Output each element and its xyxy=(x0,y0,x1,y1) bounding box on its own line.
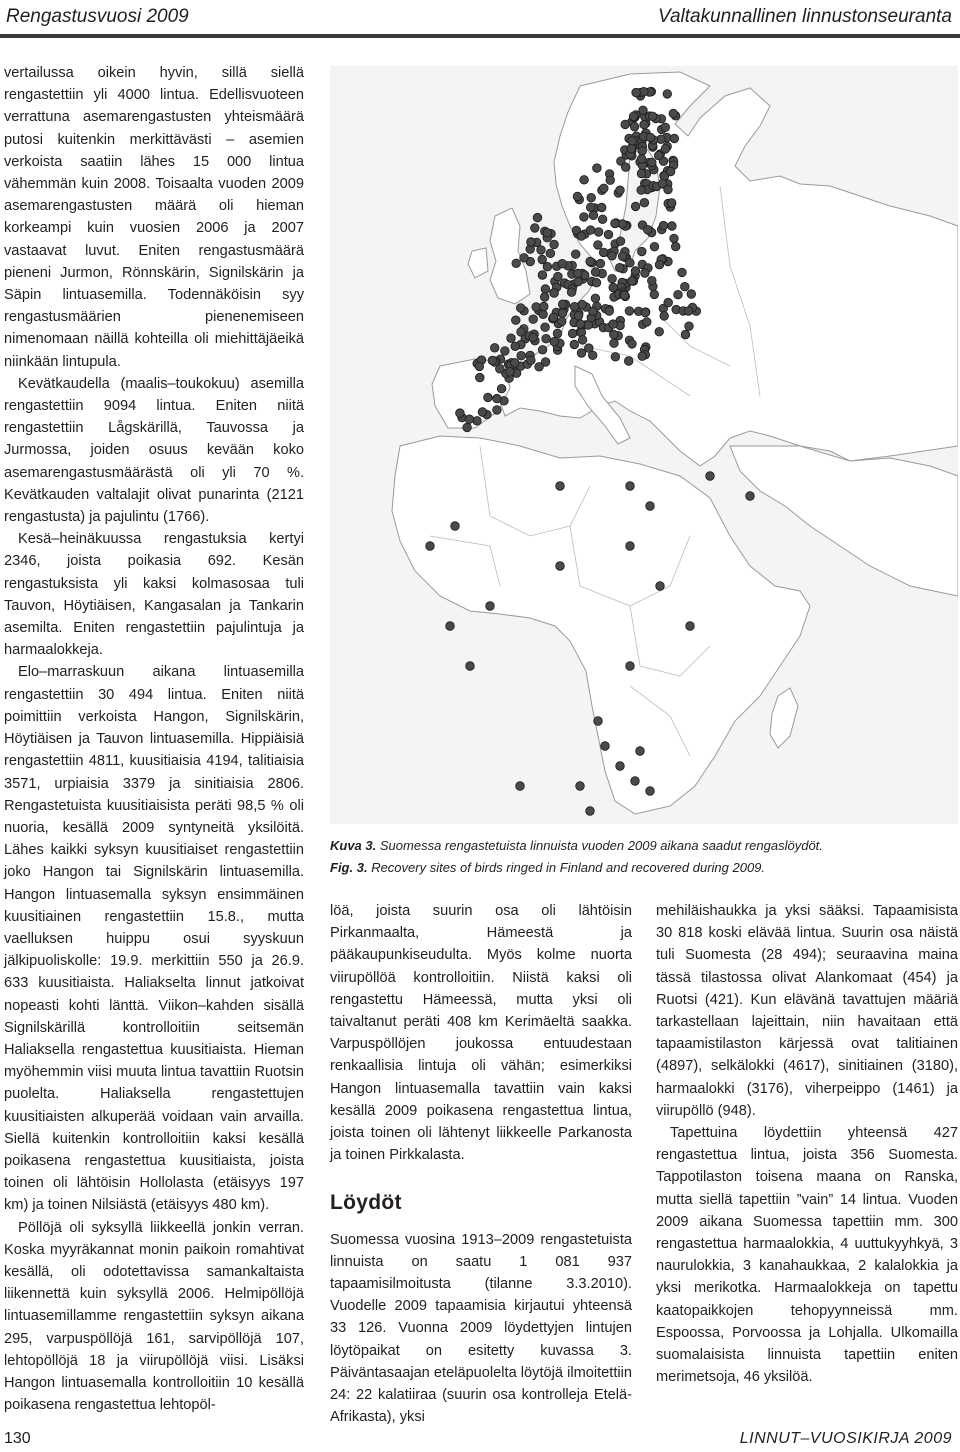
paragraph: Pöllöjä oli syksyllä liikkeellä jonkin verran. Koska myyräkannat monin paikoin romahtivat kesällä, oli odotettavissa samankaltaista liikennettä kuin syksyllä 2006. Helmipöllöjä lintuasemillamme rengastettiin syksyn aikana 295, varpuspöllöjä 161, sarvipöllöjä 107, lehtopöllöjä 18 ja viirupöllöjä viisi. Lisäksi Hangon lintuasemalla kontrolloitiin 10 kesällä poikasena rengastettua lehtopöl- xyxy=(4,1219,304,1414)
recovery-dot xyxy=(588,351,597,360)
recovery-dot xyxy=(664,185,673,194)
recovery-dot xyxy=(527,238,536,247)
recovery-dot xyxy=(539,310,548,319)
recovery-dot xyxy=(618,252,627,261)
recovery-dot xyxy=(646,502,655,511)
recovery-dot xyxy=(506,368,515,377)
recovery-dot xyxy=(542,334,551,343)
recovery-dot xyxy=(587,193,596,202)
recovery-dot xyxy=(586,226,595,235)
recovery-dot xyxy=(537,246,546,255)
recovery-dot xyxy=(669,109,678,118)
recovery-dot xyxy=(541,285,550,294)
recovery-dot xyxy=(654,151,663,160)
header-series-title: Valtakunnallinen linnustonseuranta xyxy=(657,6,952,27)
recovery-dot xyxy=(529,315,538,324)
recovery-dot xyxy=(496,365,505,374)
recovery-dot xyxy=(574,277,583,286)
recovery-dot xyxy=(604,230,613,239)
recovery-dot xyxy=(621,120,630,129)
recovery-dot xyxy=(540,302,549,311)
recovery-map-graphic xyxy=(330,66,958,824)
recovery-dot xyxy=(608,252,617,261)
recovery-dot xyxy=(446,622,455,631)
text-column-3 xyxy=(656,900,958,1388)
recovery-dot xyxy=(538,255,547,264)
recovery-dot xyxy=(609,320,618,329)
figure-text-fi: Suomessa rengastetuista linnuista vuoden 2009 aikana saadut rengaslöydöt. xyxy=(379,838,823,853)
recovery-dot xyxy=(646,787,655,796)
recovery-dot xyxy=(511,359,520,368)
recovery-dot xyxy=(659,221,668,230)
recovery-dot xyxy=(578,336,587,345)
recovery-dot xyxy=(610,339,619,348)
recovery-dot xyxy=(640,87,649,96)
recovery-dot xyxy=(576,320,585,329)
recovery-dot xyxy=(601,742,610,751)
text-column-2 xyxy=(330,900,632,1428)
recovery-dot xyxy=(610,330,619,339)
recovery-dot xyxy=(533,213,542,222)
recovery-dot xyxy=(466,662,475,671)
recovery-dot xyxy=(626,542,635,551)
recovery-dot xyxy=(463,423,472,432)
recovery-dot xyxy=(664,298,673,307)
recovery-dot xyxy=(660,312,669,321)
recovery-dot xyxy=(486,602,495,611)
recovery-dot xyxy=(661,123,670,132)
section-heading: Löydöt xyxy=(330,1191,402,1215)
recovery-dot xyxy=(670,134,679,143)
recovery-dot xyxy=(546,249,555,258)
figure-label-fi: Kuva 3. xyxy=(330,838,377,853)
paragraph: Kesä–heinäkuussa rengastuksia kertyi 2346, joista poikasia 692. Kesän rengastuksista yli kaksi kolmasosaa tuli Tauvon, Höytiäisen, Kangasalan ja Tankarin asemilta. Eniten rengastettiin pajulintuja ja harmaalokkeja. xyxy=(4,531,304,659)
recovery-dot xyxy=(650,290,659,299)
recovery-dot xyxy=(574,312,583,321)
recovery-dot xyxy=(616,186,625,195)
recovery-dot xyxy=(621,163,630,172)
recovery-dot xyxy=(550,240,559,249)
recovery-dot xyxy=(593,164,602,173)
recovery-dot xyxy=(626,259,635,268)
recovery-dot xyxy=(594,241,603,250)
recovery-dot xyxy=(667,199,676,208)
recovery-dot xyxy=(638,247,647,256)
recovery-dot xyxy=(638,352,647,361)
figure-caption-fi xyxy=(330,838,958,853)
recovery-dot xyxy=(512,316,521,325)
recovery-dot xyxy=(556,482,565,491)
recovery-dot xyxy=(648,158,657,167)
recovery-dot xyxy=(591,294,600,303)
recovery-dot xyxy=(591,268,600,277)
recovery-dot xyxy=(629,112,638,121)
recovery-dot xyxy=(616,237,625,246)
recovery-dot xyxy=(473,417,482,426)
recovery-dot xyxy=(625,307,634,316)
recovery-dot xyxy=(543,262,552,271)
recovery-dot xyxy=(641,269,650,278)
page-number: 130 xyxy=(4,1430,31,1447)
recovery-dot xyxy=(592,278,601,287)
recovery-dot xyxy=(674,290,683,299)
recovery-dot xyxy=(484,393,493,402)
recovery-dot xyxy=(746,492,755,501)
recovery-dot xyxy=(567,288,576,297)
recovery-dot xyxy=(501,347,510,356)
recovery-dot xyxy=(611,353,620,362)
recovery-dot xyxy=(646,133,655,142)
recovery-dot xyxy=(608,274,617,283)
recovery-dot xyxy=(605,307,614,316)
recovery-dot xyxy=(527,356,536,365)
recovery-dot xyxy=(570,340,579,349)
paragraph: Suomessa vuosina 1913–2009 rengastetuista linnuista on saatu 1 081 937 tapaamisilmoitusta (tilanne 3.3.2010). Vuodelle 2009 tapaamisia kirjautui yhteensä 33 126. Vuonna 2009 löydettyjen lintujen löytöpaikat on esitetty kuvassa 3. Päiväntasaajan eteläpuolelta löytöjä ilmoitettiin 24: 22 kalatiiraa (suurin osa kontrolleja Etelä-Afrikasta), yksi xyxy=(330,1231,632,1426)
recovery-dot xyxy=(574,269,583,278)
recovery-map xyxy=(330,66,958,824)
recovery-dot xyxy=(586,203,595,212)
recovery-dot xyxy=(543,228,552,237)
running-header xyxy=(0,0,960,34)
recovery-dot xyxy=(556,562,565,571)
recovery-dot xyxy=(577,232,586,241)
recovery-dot xyxy=(558,317,567,326)
recovery-dot xyxy=(615,263,624,272)
paragraph: Kevätkaudella (maalis–toukokuu) asemilla rengastettiin 9094 lintua. Eniten niitä rengastettiin Lågskärillä, Tauvossa ja Jurmossa, joiden osuus kevään koko asemarengastusmäärästä oli yli 70 %. Kevätkauden valtalajit olivat punarinta (2121 rengastusta) ja pajulintu (1766). xyxy=(4,375,304,526)
recovery-dot xyxy=(558,300,567,309)
recovery-dot xyxy=(540,293,549,302)
recovery-dot xyxy=(589,211,598,220)
recovery-dot xyxy=(550,289,559,298)
recovery-dot xyxy=(490,344,499,353)
recovery-dot xyxy=(628,340,637,349)
recovery-dot xyxy=(631,202,640,211)
recovery-dot xyxy=(541,323,550,332)
recovery-dot xyxy=(532,303,541,312)
recovery-dot xyxy=(512,259,521,268)
recovery-dot xyxy=(550,337,559,346)
recovery-dot xyxy=(648,112,657,121)
recovery-dot xyxy=(475,362,484,371)
recovery-dot xyxy=(493,406,502,415)
recovery-dot xyxy=(570,302,579,311)
recovery-dot xyxy=(661,145,670,154)
recovery-dot xyxy=(531,224,540,233)
recovery-dot xyxy=(516,304,525,313)
recovery-dot xyxy=(553,329,562,338)
recovery-dot xyxy=(620,291,629,300)
recovery-dot xyxy=(637,169,646,178)
recovery-dot xyxy=(465,415,474,424)
recovery-dot xyxy=(687,290,696,299)
figure-label-en: Fig. 3. xyxy=(330,860,368,875)
recovery-dot xyxy=(656,582,665,591)
recovery-dot xyxy=(549,313,558,322)
recovery-dot xyxy=(586,257,595,266)
recovery-dot xyxy=(681,282,690,291)
recovery-dot xyxy=(686,622,695,631)
recovery-dot xyxy=(627,144,636,153)
paragraph: löä, joista suurin osa oli lähtöisin Pirkanmaalta, Hämeestä ja pääkaupunkiseudulta. Myös kolme nuorta viirupöllöä kontrolloitiin. Niistä kaksi oli rengastettu Hämeessä, mutta yksi oli taivaltanut peräti 408 km Kerimäeltä saakka. Varpuspöllöjen joukossa entuudestaan renkaallisia lintuja oli vähän; esimerkiksi Hangon lintuasemalla tavattiin vain kaksi kesällä 2009 poikasena rengastettua lintua, joista toinen oli lähtenyt liikkeelle Parkanosta ja toinen Pirkkalasta. xyxy=(330,903,632,1164)
recovery-dot xyxy=(648,276,657,285)
recovery-dot xyxy=(616,762,625,771)
recovery-dot xyxy=(637,155,646,164)
recovery-dot xyxy=(520,254,529,263)
recovery-dot xyxy=(597,203,606,212)
recovery-dot xyxy=(632,88,641,97)
recovery-dot xyxy=(666,167,675,176)
recovery-dot xyxy=(493,394,502,403)
recovery-dot xyxy=(507,334,516,343)
header-section-title: Rengastusvuosi 2009 xyxy=(6,6,189,27)
recovery-dot xyxy=(655,260,664,269)
recovery-dot xyxy=(655,327,664,336)
recovery-dot xyxy=(624,357,633,366)
recovery-dot xyxy=(497,384,506,393)
recovery-dot xyxy=(478,408,487,417)
recovery-dot xyxy=(511,342,520,351)
recovery-dot xyxy=(626,482,635,491)
recovery-dot xyxy=(577,349,586,358)
recovery-dot xyxy=(538,346,547,355)
recovery-dot xyxy=(554,272,563,281)
recovery-dot xyxy=(576,782,585,791)
recovery-dot xyxy=(638,147,647,156)
recovery-dot xyxy=(558,259,567,268)
recovery-dot xyxy=(628,137,637,146)
recovery-dot xyxy=(598,215,607,224)
recovery-dot xyxy=(578,300,587,309)
recovery-dot xyxy=(517,351,526,360)
recovery-dot xyxy=(684,307,693,316)
recovery-dot xyxy=(586,807,595,816)
recovery-dot xyxy=(594,717,603,726)
recovery-dot xyxy=(606,176,615,185)
recovery-dot xyxy=(637,186,646,195)
recovery-dot xyxy=(630,123,639,132)
recovery-dot xyxy=(643,318,652,327)
recovery-dot xyxy=(573,192,582,201)
paragraph: mehiläishaukka ja yksi sääksi. Tapaamisista 30 818 koski elävää lintua. Suurin osa näistä tuli Suomesta (28 494); seuraavina maina tässä tilastossa olivat Alankomaat (454) ja Ruotsi (421). Kun elävänä tavattujen määriä tarkastellaan lajeittain, niin havaitaan että tapaamistilaston kärjessä ovat talitiainen (4897), selkälokki (4617), sinitiainen (3180), harmaalokki (3176), viherpeippo (1461) ja viirupöllö (948). xyxy=(656,903,958,1119)
recovery-dot xyxy=(663,90,672,99)
recovery-dot xyxy=(558,309,567,318)
recovery-dot xyxy=(678,268,687,277)
figure-caption-en xyxy=(330,860,958,875)
recovery-dot xyxy=(476,373,485,382)
recovery-dot xyxy=(640,120,649,129)
figure-text-en: Recovery sites of birds ringed in Finland and recovered during 2009. xyxy=(371,860,766,875)
text-column-1 xyxy=(4,62,304,1416)
recovery-dot xyxy=(568,329,577,338)
recovery-dot xyxy=(640,198,649,207)
paragraph: vertailussa oikein hyvin, sillä siellä rengastettiin yli 4000 lintua. Edellisvuoteen verrattuna asemarengastusten yhteismäärä putosi kuitenkin merkittävästi – asemien verkoista saatiin lähes 15 000 lintua vähemmän kuin 2008. Toisaalta vuoden 2009 asemarengastusten määrä oli hieman korkeampi kuin vuosien 2006 ja 2007 vastaavat luvut. Eniten rengastusmäärä pieneni Jurmon, Rönnskärin, Signilskärin ja Säpin lintuasemilla. Todennäköisin syy rengastusmäärien pienenemiseen nimenomaan näillä kohteilla oli miehittäjäeikä niinkään lintupula. xyxy=(4,65,304,370)
recovery-dot xyxy=(589,307,598,316)
recovery-dot xyxy=(529,333,538,342)
header-rule xyxy=(0,34,960,38)
recovery-dot xyxy=(571,250,580,259)
recovery-dot xyxy=(580,176,589,185)
recovery-dot xyxy=(516,782,525,791)
recovery-dot xyxy=(600,184,609,193)
journal-title: LINNUT–VUOSIKIRJA 2009 xyxy=(739,1430,952,1447)
recovery-dot xyxy=(636,747,645,756)
recovery-dot xyxy=(451,522,460,531)
paragraph: Tapettuina löydettiin yhteensä 427 rengastettua lintua, joista 356 Suomesta. Tappotilaston toisena maana on Ranska, mutta siellä tapettiin ”vain” 14 lintua. Vuoden 2009 aikana Suomessa tapettiin mm. 300 rengastettua harmaalokkia, 4 uuttukyyhkyä, 3 naurulokkia, 3 kanahaukkaa, 2 kalalokkia ja yksi merikotka. Harmaalokkeja on tapettu kaatopaikkojen tehopyynneissä mm. Espoossa, Porvoossa ja Lohjalla. Ulkomailla suomalaisista linnuista tapettiin eniten merimetsoja, 46 yksilöä. xyxy=(656,1125,958,1386)
recovery-dot xyxy=(650,242,659,251)
recovery-dot xyxy=(643,225,652,234)
recovery-dot xyxy=(538,271,547,280)
recovery-dot xyxy=(668,222,677,231)
recovery-dot xyxy=(611,219,620,228)
recovery-dot xyxy=(594,228,603,237)
recovery-dot xyxy=(628,277,637,286)
recovery-dot xyxy=(685,322,694,331)
recovery-dot xyxy=(626,662,635,671)
recovery-dot xyxy=(681,330,690,339)
paragraph: Elo–marraskuun aikana lintuasemilla rengastettiin 30 494 lintua. Eniten niitä poimittiin verkoista Hangon, Signilskärin, Höytiäisen ja Tauvon lintuasemilla. Hippiäisiä rengastettiin 4811, kuusitiaisia 4194, talitiaisia 3571, urpiaisia 3379 ja sinitiaisia 2806. Rengastetuista kuusitiaisista peräti 98,5 % oli nuoria, kesällä 2009 syntyneitä yksilöitä. Lähes kaikki syksyn kuusitiaiset rengastettiin joko Hangon tai Signilskärin lintuasemilla. Hangon lintuasemalla syksyn ensimmäinen kuusitiainen rengastettiin 15.8., mutta vaelluksen huippu osui syyskuun jälkipuoliskolle: 19.9. merkittiin 550 ja 26.9. 633 kuusitiaista. Haliakselta linnut jatkoivat nopeasti kohti länttä. Viikon–kahden sisällä Signilskärillä kontrolloitiin seitsemän Haliaksella rengastettua kuusitiaista. Hieman myöhemmin viisi muuta lintua tavattiin Ruotsin puolelta. Haliaksella rengastettujen kuusitiaisten alkuperää voidaan vain arvailla. Siellä kuitenkin kontrolloitiin kaksi kesällä poikasena rengastettua kuusitiaista, joista toinen oli lähtöisin Hollolasta (etäisyys 197 km) ja toinen Nilsiästä (etäisyys 480 km). xyxy=(4,664,304,1214)
recovery-dot xyxy=(631,777,640,786)
recovery-dot xyxy=(488,356,497,365)
recovery-dot xyxy=(706,472,715,481)
recovery-dot xyxy=(596,259,605,268)
recovery-dot xyxy=(426,542,435,551)
recovery-dot xyxy=(599,248,608,257)
recovery-dot xyxy=(456,409,465,418)
recovery-dot xyxy=(670,234,679,243)
recovery-dot xyxy=(641,308,650,317)
recovery-dot xyxy=(631,267,640,276)
recovery-dot xyxy=(580,213,589,222)
recovery-dot xyxy=(535,363,544,372)
recovery-dot xyxy=(671,242,680,251)
